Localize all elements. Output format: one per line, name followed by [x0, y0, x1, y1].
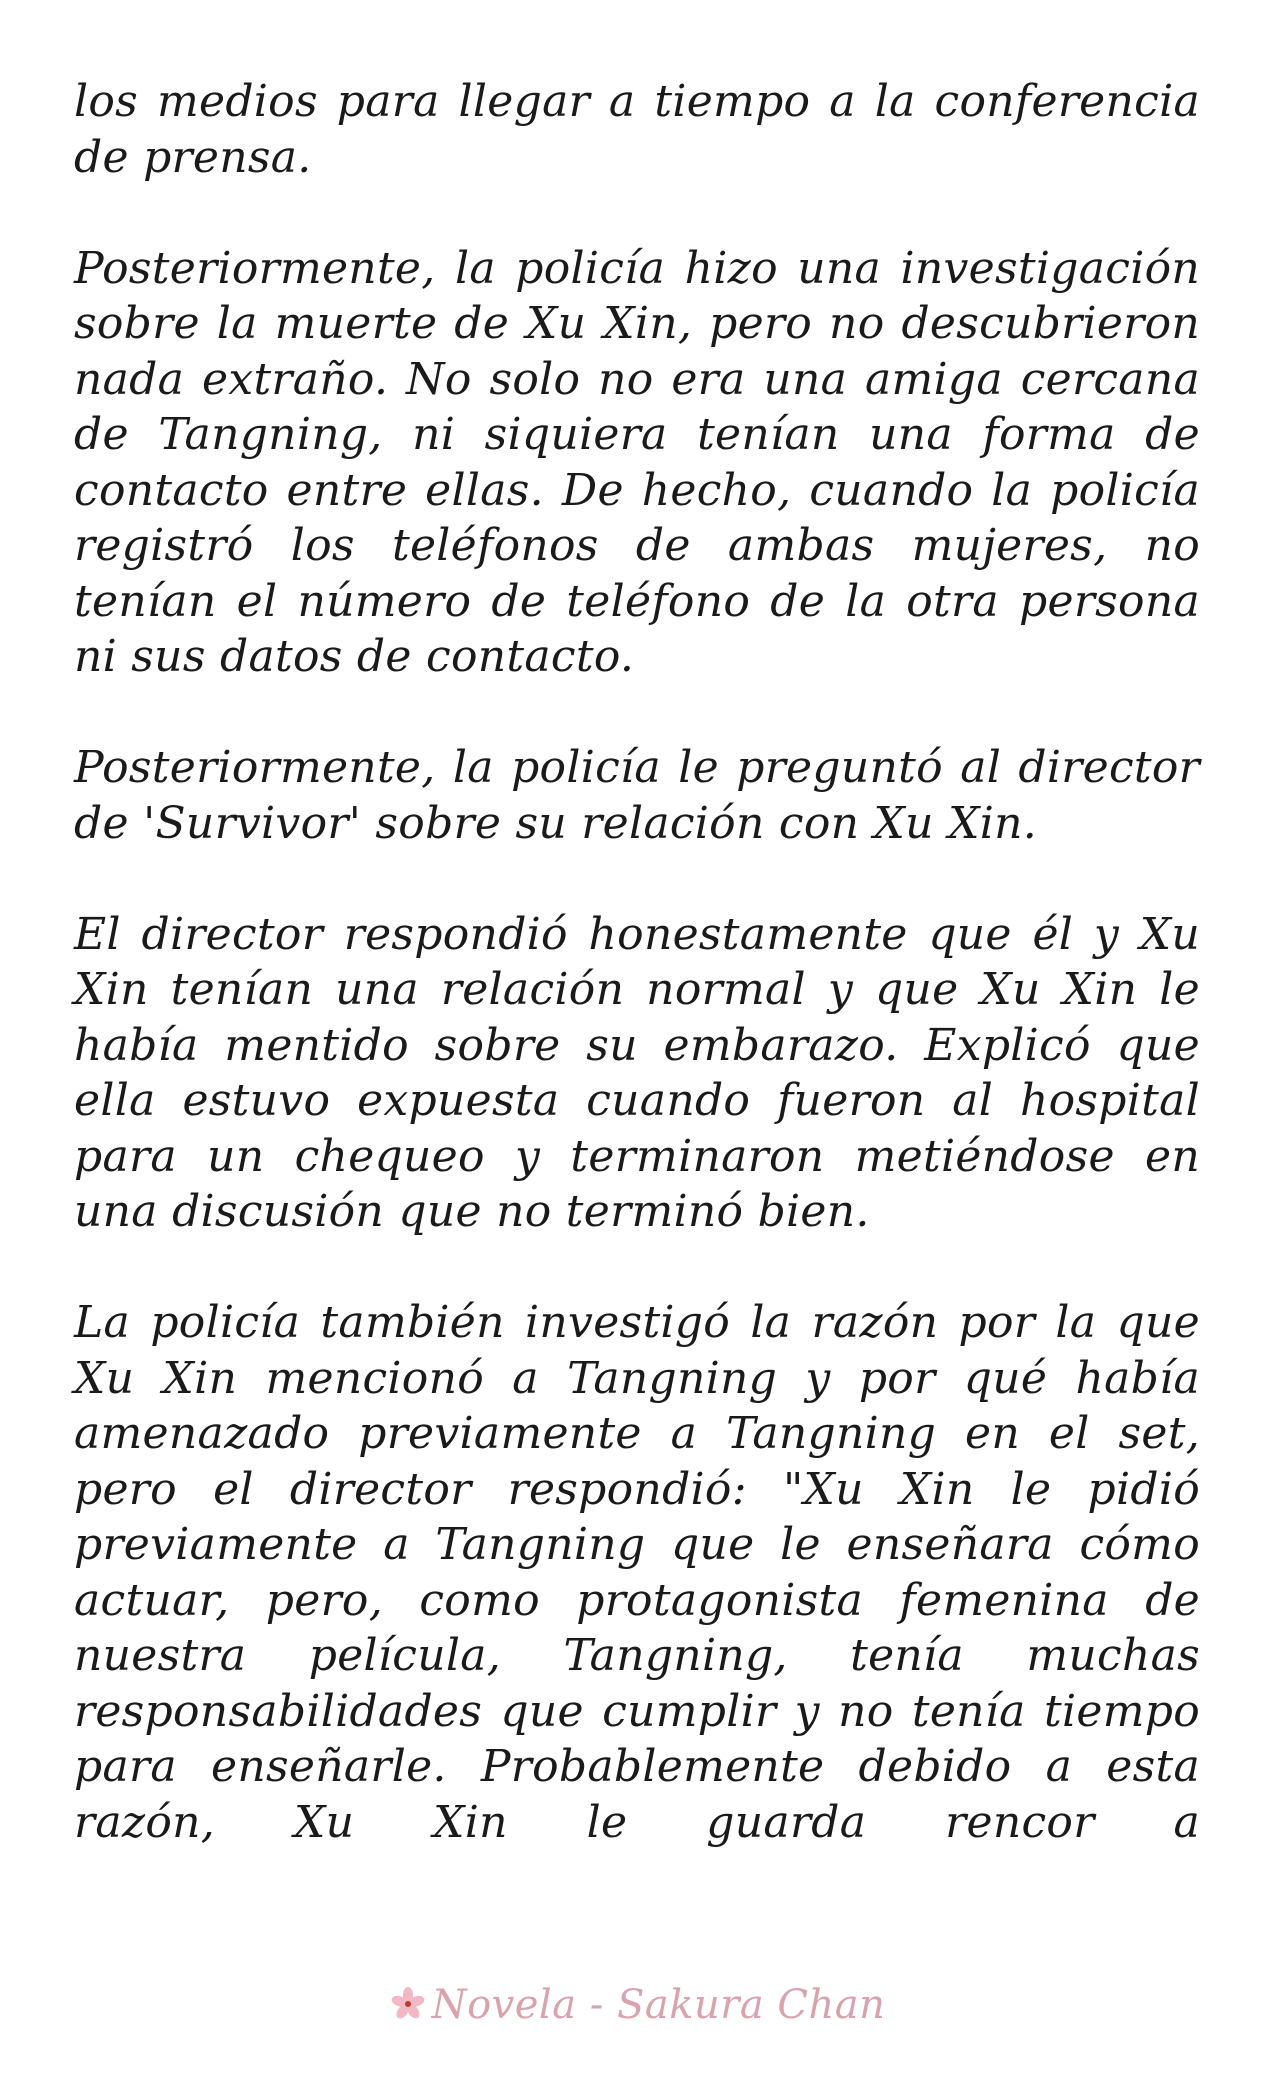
paragraph-1: los medios para llegar a tiempo a la conferencia de prensa. — [74, 76, 1200, 183]
sakura-flower-icon — [390, 1986, 426, 2022]
paragraph-5: La policía también investigó la razón por la que Xu Xin mencionó a Tangning y por qué había amenazado previamente a Tangning en el set, pero el director respondió: "Xu Xin le pidió previamente a Tangning que le enseñara cómo actuar, pero, como protagonista femenina de nuestra película, Tangning, tenía muchas responsabilidades que cumplir y no tenía tiempo para enseñarle. Probablemente debido a esta razón, Xu Xin le guarda rencor a — [74, 1297, 1200, 1848]
paragraph-2: Posteriormente, la policía hizo una investigación sobre la muerte de Xu Xin, pero no descubrieron nada extraño. No solo no era una amiga cercana de Tangning, ni siquiera tenían una forma de contacto entre ellas. De hecho, cuando la policía registró los teléfonos de ambas mujeres, no tenían el número de teléfono de la otra persona ni sus datos de contacto. — [74, 242, 1200, 682]
watermark — [0, 1982, 1275, 2028]
paragraph-4: El director respondió honestamente que él y Xu Xin tenían una relación normal y que Xu Xin le había mentido sobre su embarazo. Explicó que ella estuvo expuesta cuando fueron al hospital para un chequeo y terminaron metiéndose en una discusión que no terminó bien. — [74, 908, 1200, 1237]
paragraph-3: Posteriormente, la policía le preguntó al director de 'Survivor' sobre su relación con Xu Xin. — [74, 742, 1200, 849]
watermark-text: Novela - Sakura Chan — [431, 1982, 886, 2028]
document-page — [74, 74, 1200, 1850]
